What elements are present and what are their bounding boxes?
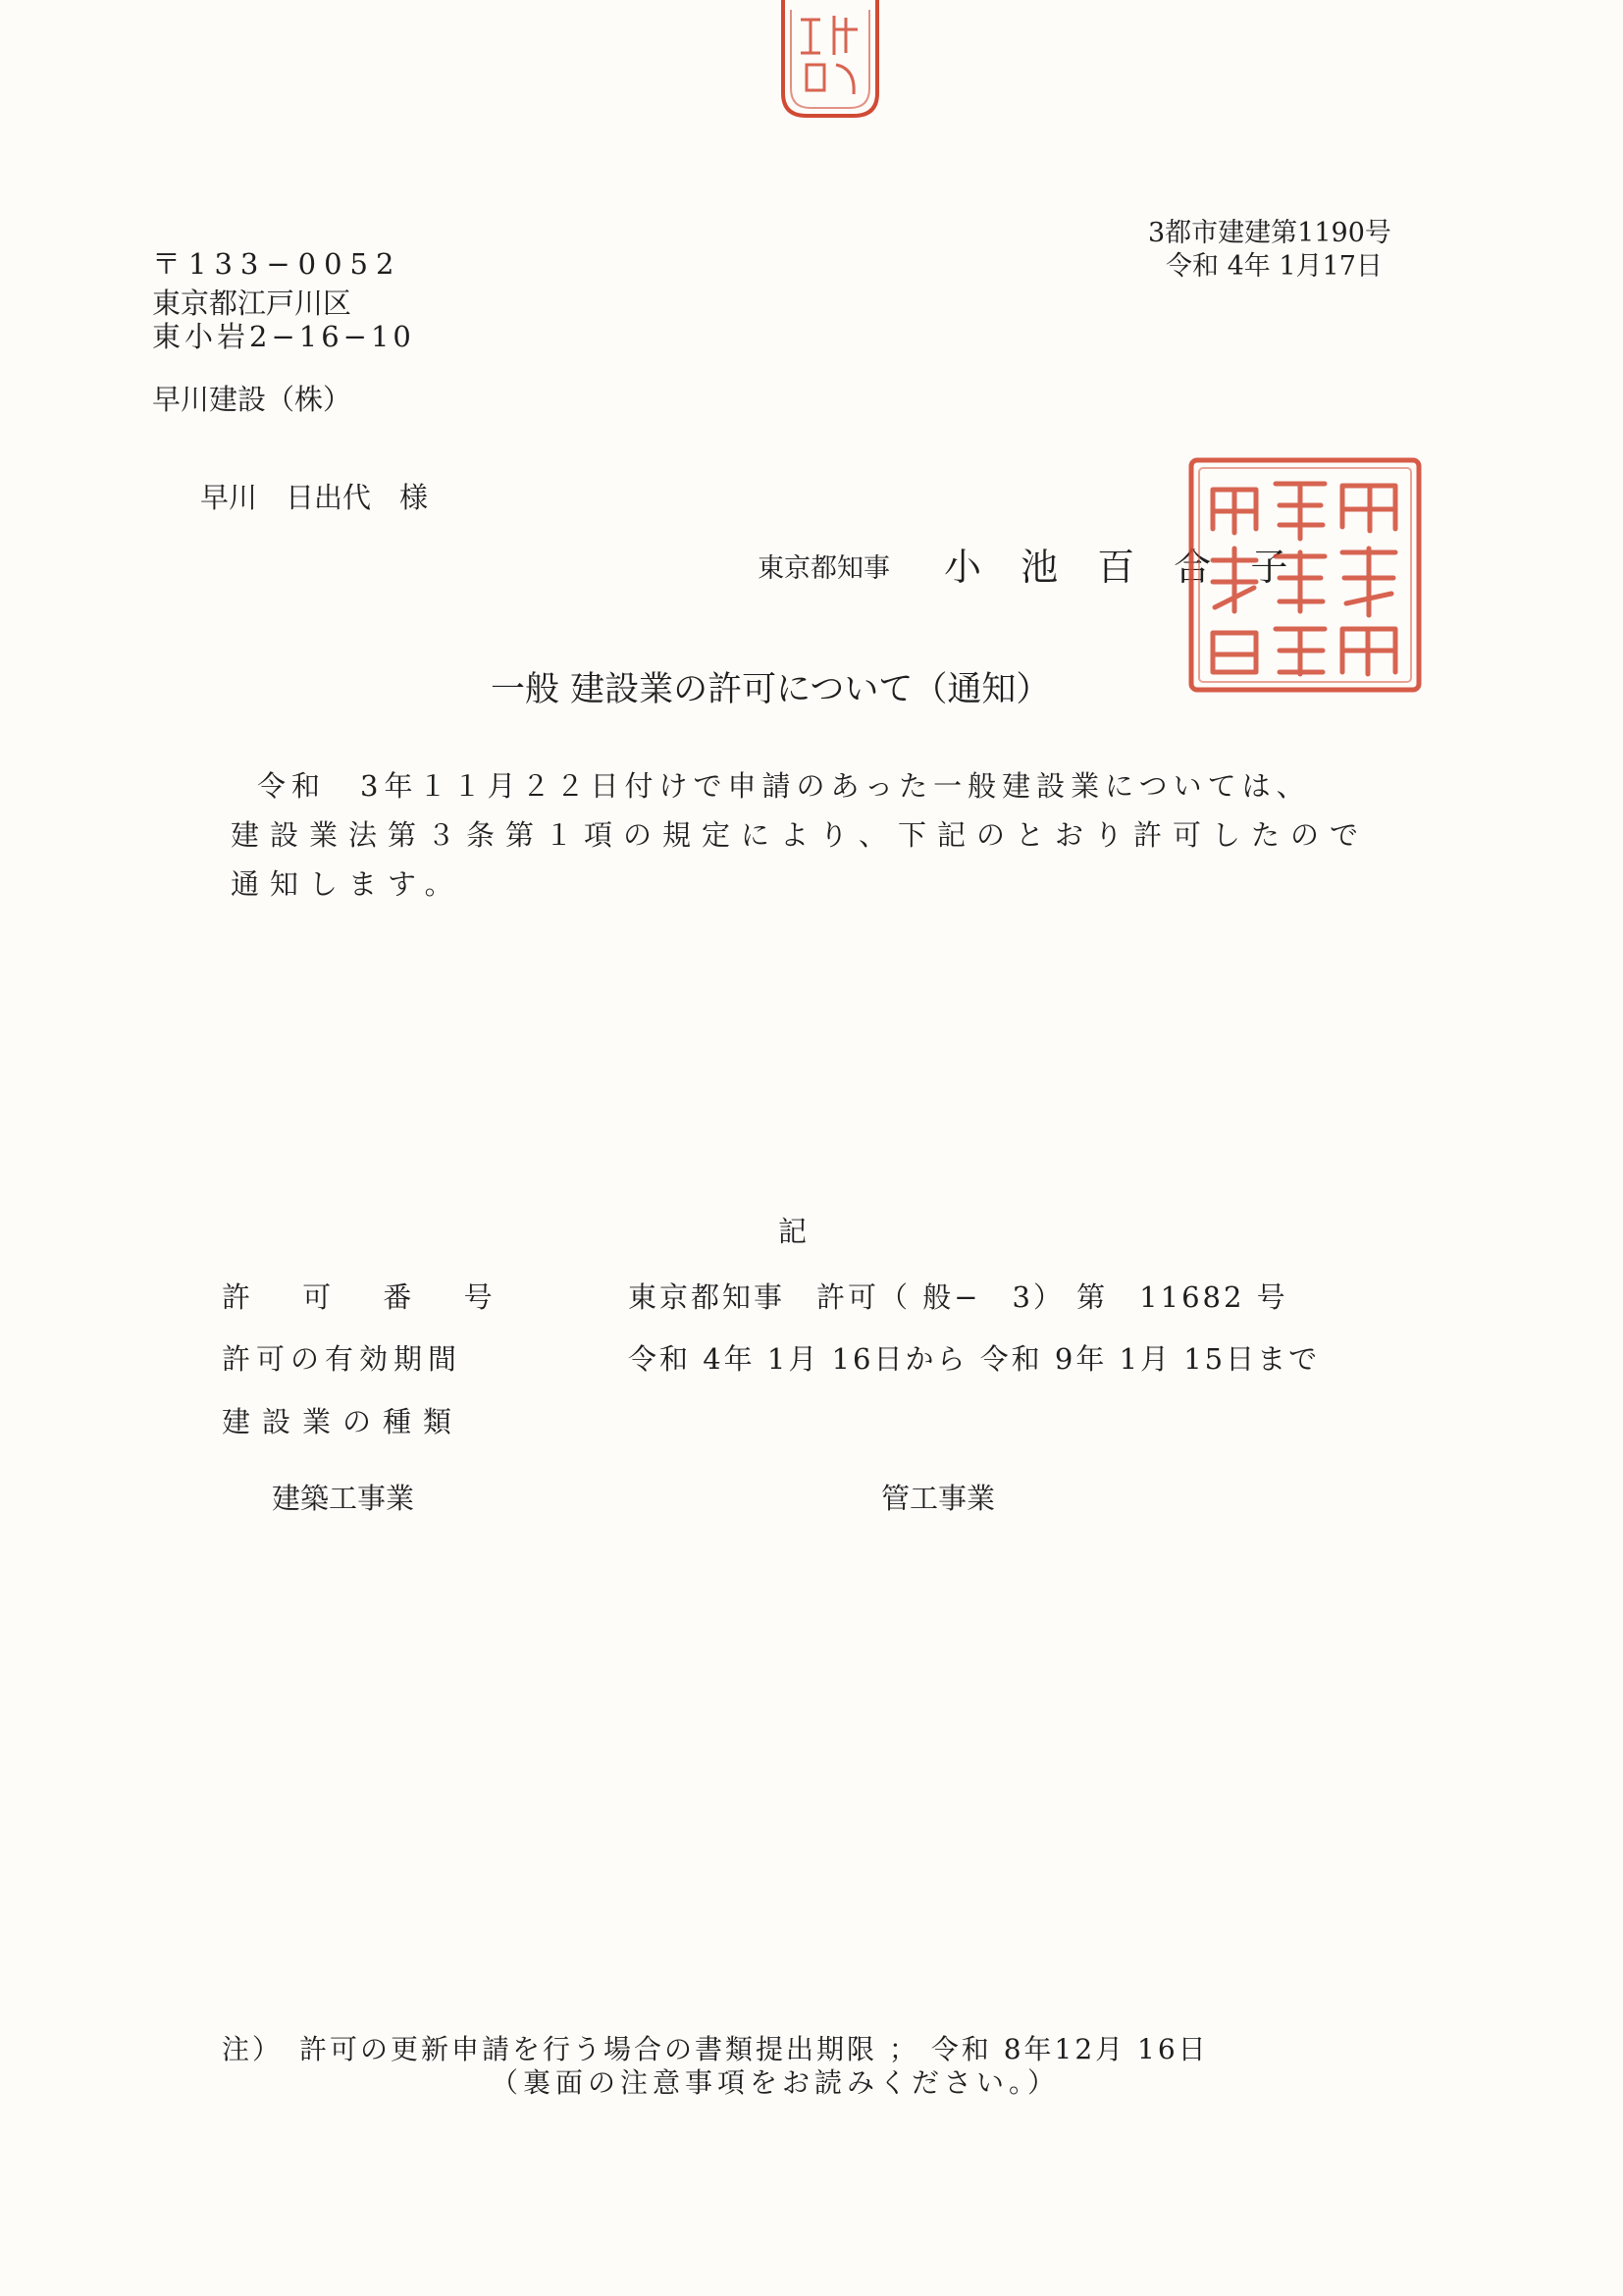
address-line-1: 東京都江戸川区 [152, 287, 352, 320]
business-type-label: 建設業の種類 [222, 1405, 464, 1438]
issuer-name: 小 池 百 合 子 [944, 546, 1302, 589]
top-seal-icon [777, 0, 883, 120]
subject-title: 一般 建設業の許可について（通知） [491, 670, 1051, 709]
recipient-name: 早川 日出代 様 [200, 481, 429, 514]
document-date: 令和 4年 1月17日 [1166, 251, 1383, 282]
recipient-company: 早川建設（株） [152, 383, 352, 416]
business-type-item: 管工事業 [881, 1482, 996, 1515]
issuer-title: 東京都知事 [758, 553, 890, 584]
business-type-item: 建築工事業 [272, 1482, 415, 1515]
postal-code: 〒133−0052 [152, 247, 402, 281]
permit-number-value: 東京都知事 許可（ 般− 3） 第 11682 号 [628, 1280, 1288, 1314]
renewal-note: 注） 許可の更新申請を行う場合の書類提出期限 ； 令和 8年12月 16日 [222, 2033, 1209, 2065]
body-line-1: 令和 3年１１月２２日付けで申請のあった一般建設業については、 [257, 769, 1311, 803]
body-line-2: 建設業法第３条第１項の規定により、下記のとおり許可したので [231, 818, 1370, 852]
validity-value: 令和 4年 1月 16日から 令和 9年 1月 15日まで [628, 1342, 1321, 1376]
record-heading: 記 [778, 1215, 808, 1248]
body-line-3: 通知します。 [231, 867, 464, 901]
document-number: 3都市建建第1190号 [1148, 218, 1391, 248]
governor-seal-icon [1185, 454, 1425, 696]
renewal-note-subline: （裏面の注意事項をお読みください。） [491, 2066, 1061, 2099]
address-line-2: 東小岩2−16−10 [152, 320, 415, 353]
permit-number-label: 許 可 番 号 [222, 1280, 514, 1314]
validity-label: 許可の有効期間 [222, 1342, 463, 1376]
